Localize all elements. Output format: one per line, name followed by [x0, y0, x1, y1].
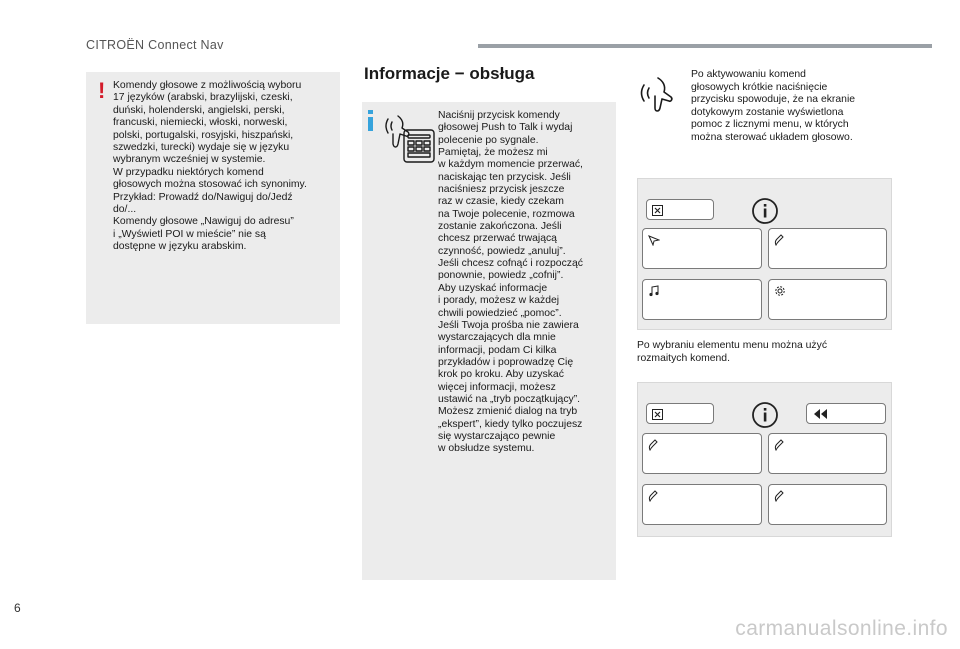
text-line: W przypadku niektórych komend	[113, 166, 264, 178]
command-tile[interactable]	[642, 433, 762, 474]
text-line: rozmaitych komend.	[637, 352, 730, 364]
command-tile[interactable]	[642, 484, 762, 525]
text-line: pomoc z licznymi menu, w których	[691, 119, 849, 130]
gear-icon	[774, 285, 786, 297]
info-text	[438, 110, 614, 456]
info-icon	[368, 110, 373, 130]
phone-tile[interactable]	[768, 228, 887, 269]
close-icon	[652, 205, 663, 216]
text-line: wybranym wcześniej w systemie.	[113, 154, 266, 166]
text-line: głosowej Push to Talk i wydaj	[438, 122, 573, 134]
media-tile[interactable]	[642, 279, 762, 320]
text-line: wystarczających dla mnie	[438, 332, 556, 344]
close-tile[interactable]	[646, 403, 714, 424]
music-note-icon	[648, 285, 660, 297]
command-tile[interactable]	[768, 484, 887, 525]
text-line: chwili powiedzieć „pomoc”.	[438, 307, 562, 319]
text-line: więcej informacji, możesz	[438, 381, 556, 393]
text-line: głosowych można stosować ich synonimy.	[113, 179, 307, 191]
settings-tile[interactable]	[768, 279, 887, 320]
text-line: chcesz przerwać trwającą	[438, 233, 557, 245]
navigation-tile[interactable]	[642, 228, 762, 269]
text-line: polecenie po sygnale.	[438, 134, 539, 146]
text-line: można sterować układem głosowo.	[691, 131, 853, 143]
below-text	[637, 340, 897, 365]
info-button-icon[interactable]	[751, 401, 779, 429]
text-line: Naciśnij przycisk komendy	[438, 110, 560, 121]
header-title: CITROËN Connect Nav	[86, 38, 224, 52]
text-line: głosowych krótkie naciśnięcie	[691, 81, 828, 93]
text-line: Jeśli chcesz cofnąć i rozpocząć	[438, 258, 583, 270]
text-line: Komendy głosowe „Nawiguj do adresu”	[113, 216, 294, 228]
text-line: Po wybraniu elementu menu można użyć	[637, 340, 828, 351]
warning-text	[113, 80, 339, 254]
info-button-icon[interactable]	[751, 197, 779, 225]
text-line: Pamiętaj, że możesz mi	[438, 147, 548, 159]
section-title: Informacje − obsługa	[364, 64, 535, 83]
text-line: Możesz zmienić dialog na tryb	[438, 406, 578, 418]
back-tile[interactable]	[806, 403, 886, 424]
rewind-back-icon	[812, 407, 828, 421]
command-tile[interactable]	[768, 433, 887, 474]
text-line: i „Wyświetl POI w mieście” nie są	[113, 228, 266, 240]
text-line: informacji, podam Ci kilka	[438, 344, 557, 356]
warning-box	[86, 72, 340, 324]
text-line: się wystarczająco pewnie	[438, 430, 556, 442]
phone-icon	[648, 439, 660, 451]
page-number: 6	[14, 601, 21, 615]
close-icon	[652, 409, 663, 420]
text-line: ustawić na „tryb początkujący”.	[438, 393, 581, 405]
phone-icon	[774, 490, 786, 502]
text-line: na Twoje polecenie, rozmowa	[438, 208, 575, 220]
text-line: naciśniesz przycisk jeszcze	[438, 184, 565, 196]
phone-icon	[648, 490, 660, 502]
text-line: Aby uzyskać informacje	[438, 282, 548, 294]
header-rule	[478, 44, 932, 48]
voice-help-screen	[637, 178, 892, 330]
text-line: raz w czasie, kiedy czekam	[438, 196, 564, 208]
text-line: ponownie, powiedz „cofnij”.	[438, 270, 564, 282]
text-line: czynność, powiedz „anuluj”.	[438, 245, 566, 257]
navigation-icon	[648, 234, 660, 246]
voice-command-icon	[640, 74, 680, 114]
text-line: francuski, niemiecki, włoski, norweski,	[113, 117, 288, 129]
text-line: duński, holenderski, angielski, perski,	[113, 104, 285, 116]
push-to-talk-icon	[382, 114, 436, 164]
right-text	[691, 69, 931, 144]
text-line: Po aktywowaniu komend	[691, 69, 806, 80]
text-line: Komendy głosowe z możliwością wyboru	[113, 80, 302, 91]
text-line: i porady, możesz w każdej	[438, 295, 560, 307]
text-line: w każdym momencie przerwać,	[438, 159, 583, 171]
text-line: do/...	[113, 204, 137, 216]
watermark: carmanualsonline.info	[735, 617, 948, 640]
close-tile[interactable]	[646, 199, 714, 220]
text-line: przycisku spowoduje, że na ekranie	[691, 94, 856, 105]
voice-commands-screen	[637, 382, 892, 537]
text-line: w obsłudze systemu.	[438, 443, 535, 455]
text-line: zostanie zakończona. Jeśli	[438, 221, 562, 233]
text-line: Jeśli Twoja prośba nie zawiera	[438, 319, 579, 331]
text-line: szwedzki, turecki) wydaje się w języku	[113, 142, 290, 154]
text-line: przykładów i poprowadzę Cię	[438, 356, 574, 368]
phone-icon	[774, 234, 786, 246]
text-line: naciskając ten przycisk. Jeśli	[438, 171, 571, 183]
text-line: „ekspert”, kiedy tylko poczujesz	[438, 418, 583, 430]
text-line: dostępne w języku arabskim.	[113, 241, 247, 253]
info-box	[362, 102, 616, 580]
text-line: dotykowym zostanie wyświetlona	[691, 106, 844, 118]
text-line: polski, portugalski, rosyjski, hiszpański,	[113, 129, 294, 141]
text-line: Przykład: Prowadź do/Nawiguj do/Jedź	[113, 191, 293, 203]
text-line: 17 języków (arabski, brazylijski, czeski,	[113, 92, 293, 104]
phone-icon	[774, 439, 786, 451]
text-line: krok po kroku. Aby uzyskać	[438, 369, 564, 381]
warning-icon: !	[98, 78, 106, 103]
